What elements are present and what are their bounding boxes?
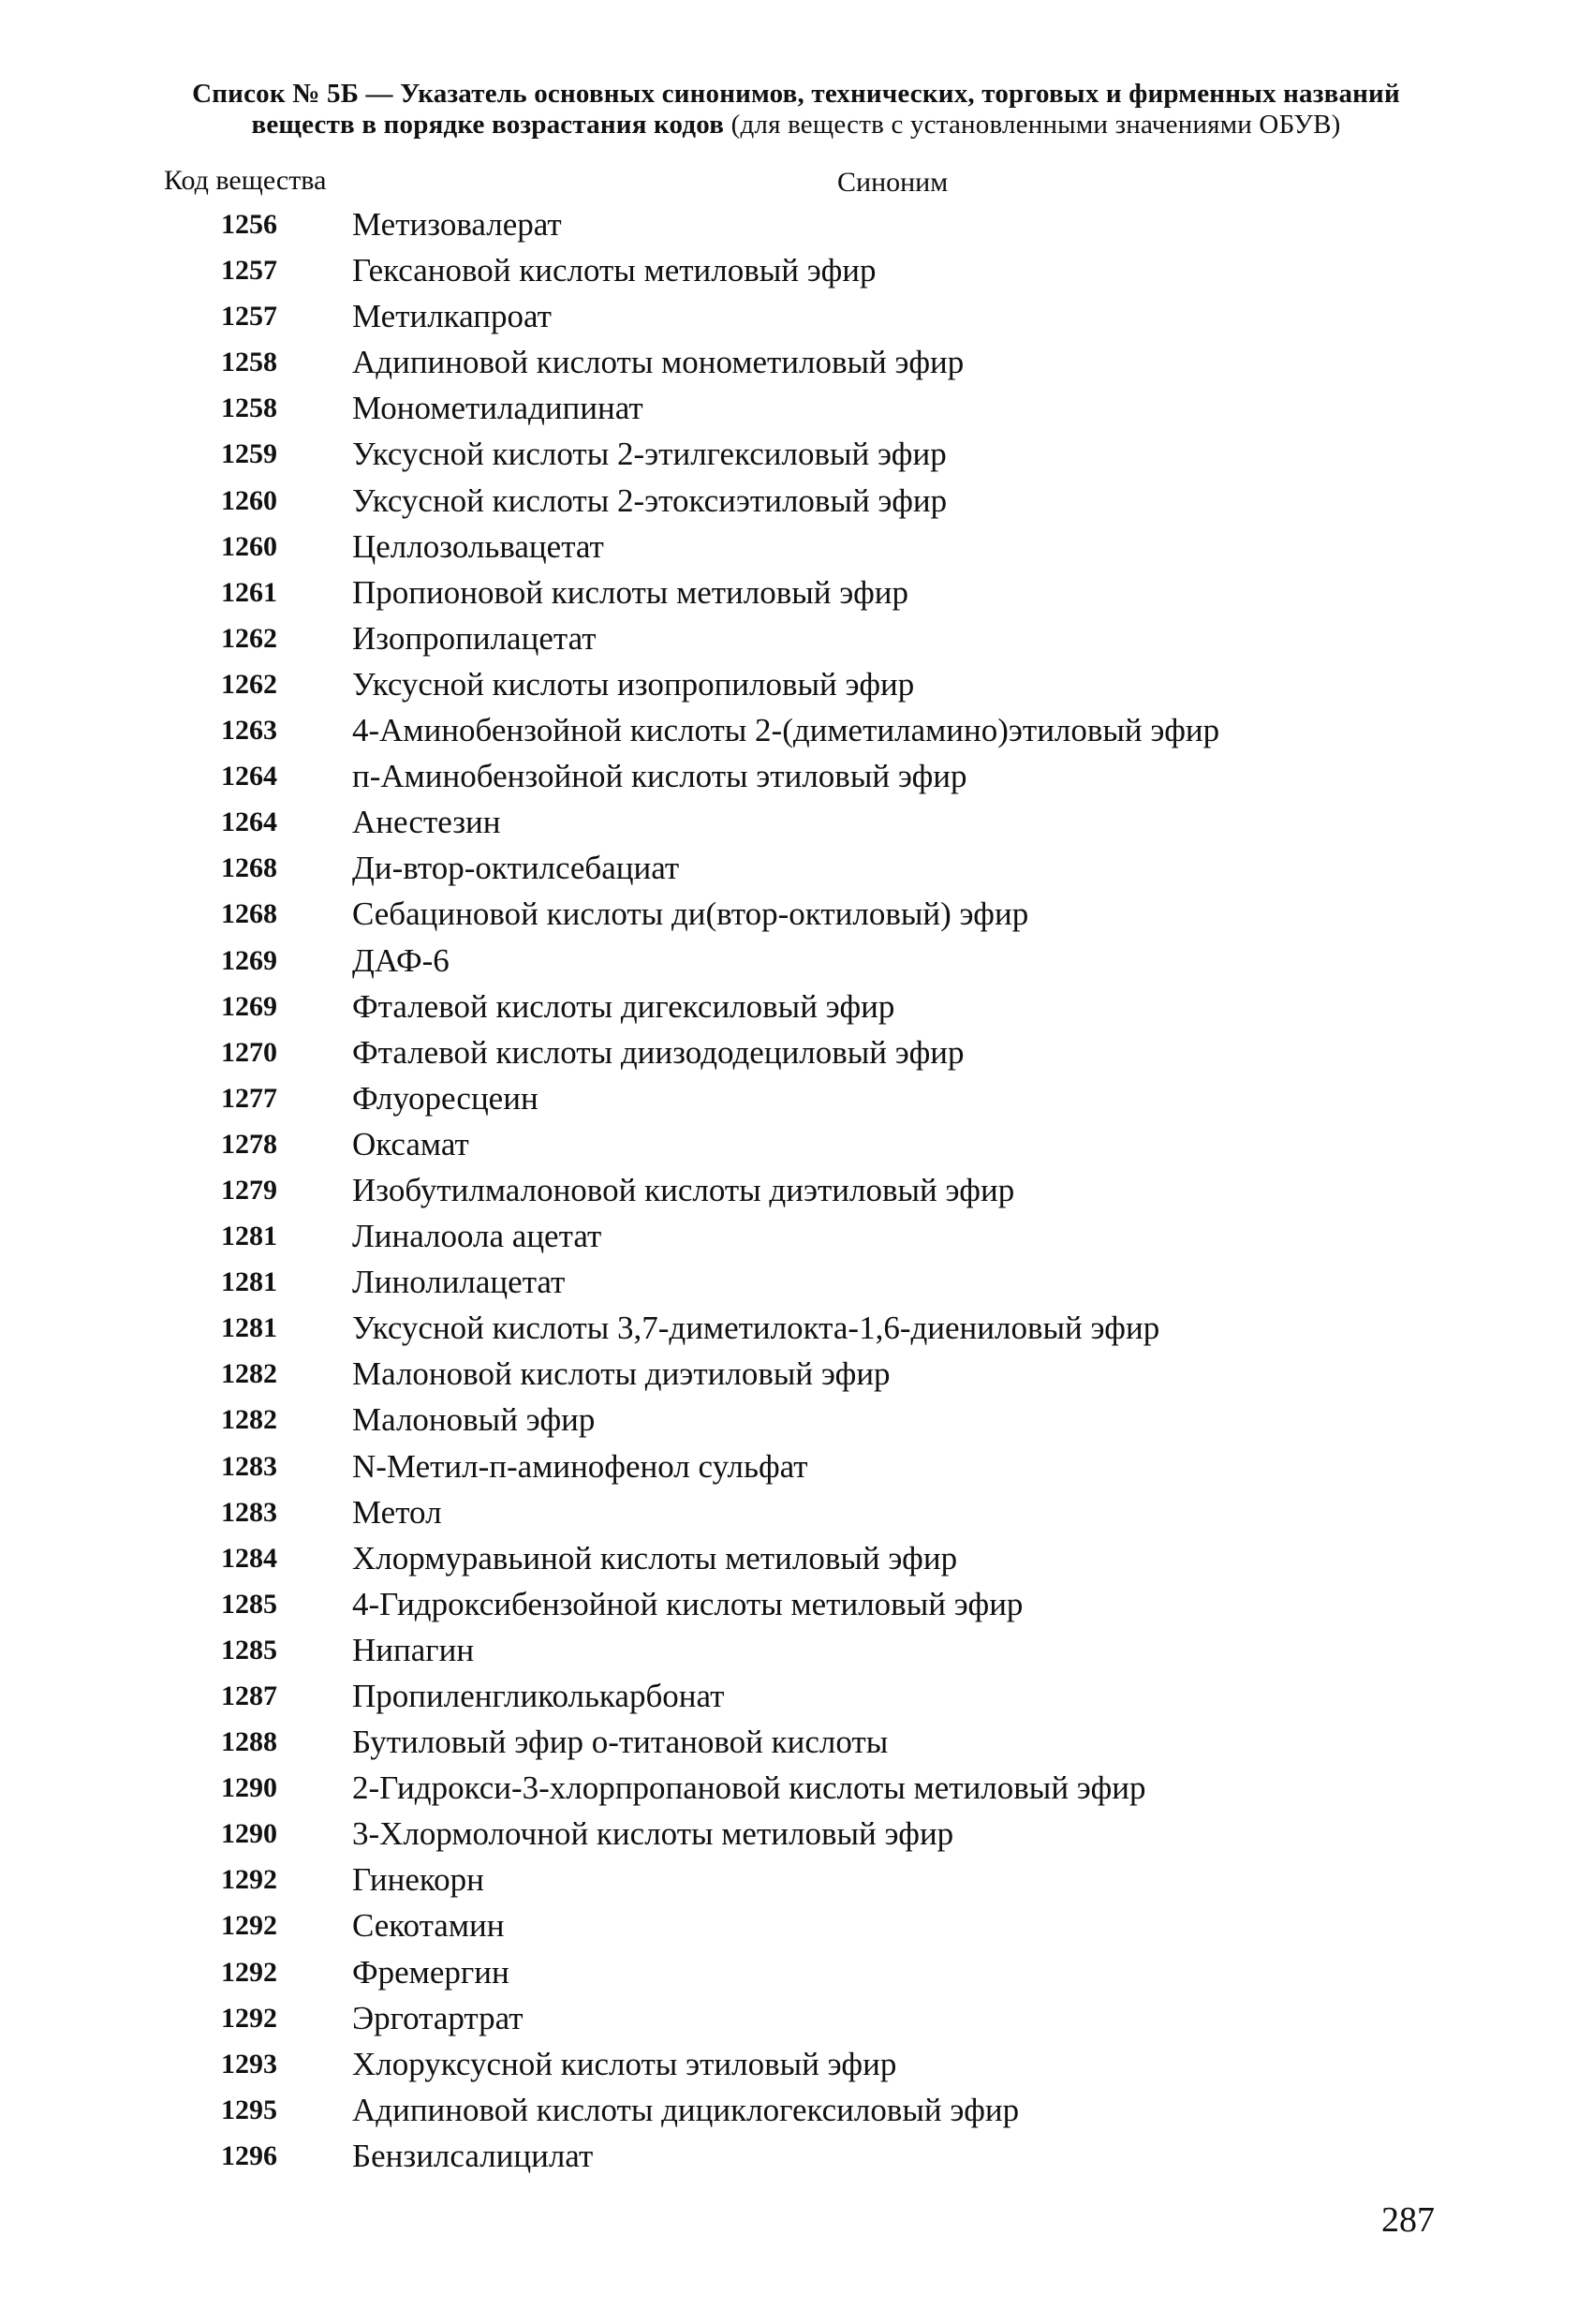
synonym-name: Уксусной кислоты изопропиловый эфир — [352, 665, 915, 703]
substance-code: 1262 — [221, 668, 277, 700]
column-header-code: Код вещества — [164, 165, 327, 196]
list-item — [0, 342, 1593, 388]
synonym-name: Фталевой кислоты диизододециловый эфир — [352, 1033, 965, 1071]
synonym-name: Гексановой кислоты метиловый эфир — [352, 252, 877, 289]
title-line-1: Список № 5Б — Указатель основных синонимов, технических, торговых и фирменных названий — [192, 79, 1400, 109]
synonym-name: Целлозольвацетат — [352, 527, 604, 565]
synonym-name: Хлормуравьиной кислоты метиловый эфир — [352, 1539, 958, 1576]
list-item — [0, 388, 1593, 434]
synonym-name: 4-Гидроксибензойной кислоты метиловый эфир — [352, 1585, 1024, 1622]
substance-code: 1290 — [221, 1772, 277, 1804]
substance-code: 1282 — [221, 1404, 277, 1436]
substance-code: 1257 — [221, 255, 277, 287]
list-item — [0, 756, 1593, 802]
list-item — [0, 1538, 1593, 1584]
list-item — [0, 802, 1593, 848]
substance-code: 1293 — [221, 2048, 277, 2080]
synonym-name: Метизовалерат — [352, 206, 562, 243]
list-item — [0, 1446, 1593, 1492]
substance-code: 1283 — [221, 1496, 277, 1528]
substance-code: 1268 — [221, 898, 277, 930]
substance-code: 1295 — [221, 2094, 277, 2125]
list-item — [0, 1768, 1593, 1813]
synonym-name: Уксусной кислоты 2-этилгексиловый эфир — [352, 436, 947, 473]
substance-code: 1290 — [221, 1818, 277, 1850]
substance-code: 1268 — [221, 852, 277, 884]
list-item — [0, 1170, 1593, 1216]
synonym-name: Эрготартрат — [352, 1999, 524, 2036]
substance-code: 1264 — [221, 807, 277, 838]
title-line-2-normal: (для веществ с установленными значениями ОБУВ) — [724, 110, 1341, 140]
list-item — [0, 1492, 1593, 1538]
list-item — [0, 1124, 1593, 1170]
synonym-name: Бензилсалицилат — [352, 2137, 594, 2174]
synonym-name: Метилкапроат — [352, 298, 552, 335]
list-item — [0, 1262, 1593, 1308]
list-item — [0, 1722, 1593, 1768]
substance-code: 1277 — [221, 1082, 277, 1114]
synonym-name: 2-Гидрокси-3-хлорпропановой кислоты метиловый эфир — [352, 1769, 1146, 1807]
synonym-name: Хлоруксусной кислоты этиловый эфир — [352, 2045, 897, 2082]
column-header-synonym: Синоним — [837, 167, 949, 198]
synonym-list — [0, 204, 1593, 2182]
substance-code: 1263 — [221, 715, 277, 747]
substance-code: 1281 — [221, 1312, 277, 1344]
list-item — [0, 1032, 1593, 1078]
list-item — [0, 1998, 1593, 2044]
page-title — [122, 79, 1470, 141]
synonym-name: 4-Аминобензойной кислоты 2-(диметиламино)этиловый эфир — [352, 712, 1220, 749]
synonym-name: Уксусной кислоты 3,7-диметилокта-1,6-диениловый эфир — [352, 1310, 1160, 1347]
list-item — [0, 204, 1593, 250]
list-item — [0, 2136, 1593, 2182]
synonym-name: Секотамин — [352, 1907, 505, 1945]
substance-code: 1260 — [221, 530, 277, 562]
substance-code: 1262 — [221, 622, 277, 654]
synonym-name: N-Метил-п-аминофенол сульфат — [352, 1447, 808, 1485]
title-line-2 — [122, 110, 1470, 141]
list-item — [0, 848, 1593, 894]
substance-code: 1258 — [221, 347, 277, 378]
substance-code: 1296 — [221, 2139, 277, 2171]
synonym-name: Уксусной кислоты 2-этоксиэтиловый эфир — [352, 481, 948, 519]
list-item — [0, 618, 1593, 664]
synonym-name: Оксамат — [352, 1125, 469, 1162]
synonym-name: п-Аминобензойной кислоты этиловый эфир — [352, 758, 967, 795]
synonym-name: Нипагин — [352, 1631, 475, 1668]
list-item — [0, 664, 1593, 710]
list-item — [0, 1676, 1593, 1722]
substance-code: 1258 — [221, 392, 277, 424]
list-item — [0, 1584, 1593, 1630]
synonym-name: Себациновой кислоты ди(втор-октиловый) эфир — [352, 896, 1029, 933]
substance-code: 1257 — [221, 301, 277, 333]
substance-code: 1269 — [221, 944, 277, 976]
list-item — [0, 250, 1593, 296]
substance-code: 1292 — [221, 1956, 277, 1988]
substance-code: 1288 — [221, 1726, 277, 1758]
list-item — [0, 2090, 1593, 2136]
synonym-name: Изобутилмалоновой кислоты диэтиловый эфир — [352, 1171, 1015, 1208]
list-item — [0, 434, 1593, 480]
list-item — [0, 572, 1593, 618]
synonym-name: Линалоола ацетат — [352, 1218, 602, 1255]
list-item — [0, 526, 1593, 572]
substance-code: 1278 — [221, 1128, 277, 1160]
synonym-name: Линолилацетат — [352, 1264, 566, 1301]
list-item — [0, 1859, 1593, 1905]
list-item — [0, 1952, 1593, 1998]
substance-code: 1269 — [221, 990, 277, 1022]
list-item — [0, 481, 1593, 526]
list-item — [0, 1216, 1593, 1262]
substance-code: 1283 — [221, 1450, 277, 1482]
synonym-name: Монометиладипинат — [352, 390, 643, 427]
substance-code: 1270 — [221, 1036, 277, 1068]
title-line-2-bold: веществ в порядке возрастания кодов — [251, 110, 725, 140]
substance-code: 1260 — [221, 484, 277, 516]
list-item — [0, 1308, 1593, 1354]
substance-code: 1284 — [221, 1542, 277, 1574]
synonym-name: 3-Хлормолочной кислоты метиловый эфир — [352, 1815, 954, 1853]
substance-code: 1282 — [221, 1358, 277, 1390]
synonym-name: Ди-втор-октилсебациат — [352, 850, 680, 887]
substance-code: 1292 — [221, 1910, 277, 1942]
synonym-name: Гинекорн — [352, 1861, 484, 1899]
list-item — [0, 1813, 1593, 1859]
substance-code: 1264 — [221, 761, 277, 792]
substance-code: 1292 — [221, 1864, 277, 1896]
synonym-name: Изопропилацетат — [352, 619, 597, 657]
synonym-name: Метол — [352, 1493, 442, 1531]
list-item — [0, 296, 1593, 342]
list-item — [0, 710, 1593, 756]
synonym-name: Бутиловый эфир о-титановой кислоты — [352, 1724, 889, 1761]
substance-code: 1261 — [221, 576, 277, 608]
substance-code: 1281 — [221, 1266, 277, 1298]
substance-code: 1256 — [221, 209, 277, 240]
list-item — [0, 1078, 1593, 1124]
list-item — [0, 894, 1593, 940]
substance-code: 1285 — [221, 1588, 277, 1620]
substance-code: 1287 — [221, 1680, 277, 1711]
synonym-name: Адипиновой кислоты монометиловый эфир — [352, 344, 965, 381]
list-item — [0, 1354, 1593, 1399]
list-item — [0, 1399, 1593, 1445]
synonym-name: Пропиленгликолькарбонат — [352, 1678, 725, 1714]
synonym-name: Пропионовой кислоты метиловый эфир — [352, 573, 908, 611]
page-number: 287 — [1381, 2200, 1435, 2240]
synonym-name: Фталевой кислоты дигексиловый эфир — [352, 987, 895, 1025]
synonym-name: Малоновый эфир — [352, 1401, 596, 1439]
synonym-name: Адипиновой кислоты дициклогексиловый эфир — [352, 2091, 1020, 2128]
list-item — [0, 986, 1593, 1032]
substance-code: 1281 — [221, 1221, 277, 1252]
list-item — [0, 2044, 1593, 2090]
substance-code: 1285 — [221, 1634, 277, 1665]
list-item — [0, 940, 1593, 986]
synonym-name: Фремергин — [352, 1953, 509, 1991]
synonym-name: ДАФ-6 — [352, 941, 450, 979]
list-item — [0, 1630, 1593, 1676]
substance-code: 1279 — [221, 1174, 277, 1206]
synonym-name: Анестезин — [352, 804, 501, 841]
synonym-name: Флуоресцеин — [352, 1079, 538, 1117]
substance-code: 1292 — [221, 2002, 277, 2034]
substance-code: 1259 — [221, 438, 277, 470]
list-item — [0, 1905, 1593, 1951]
synonym-name: Малоновой кислоты диэтиловый эфир — [352, 1355, 891, 1393]
